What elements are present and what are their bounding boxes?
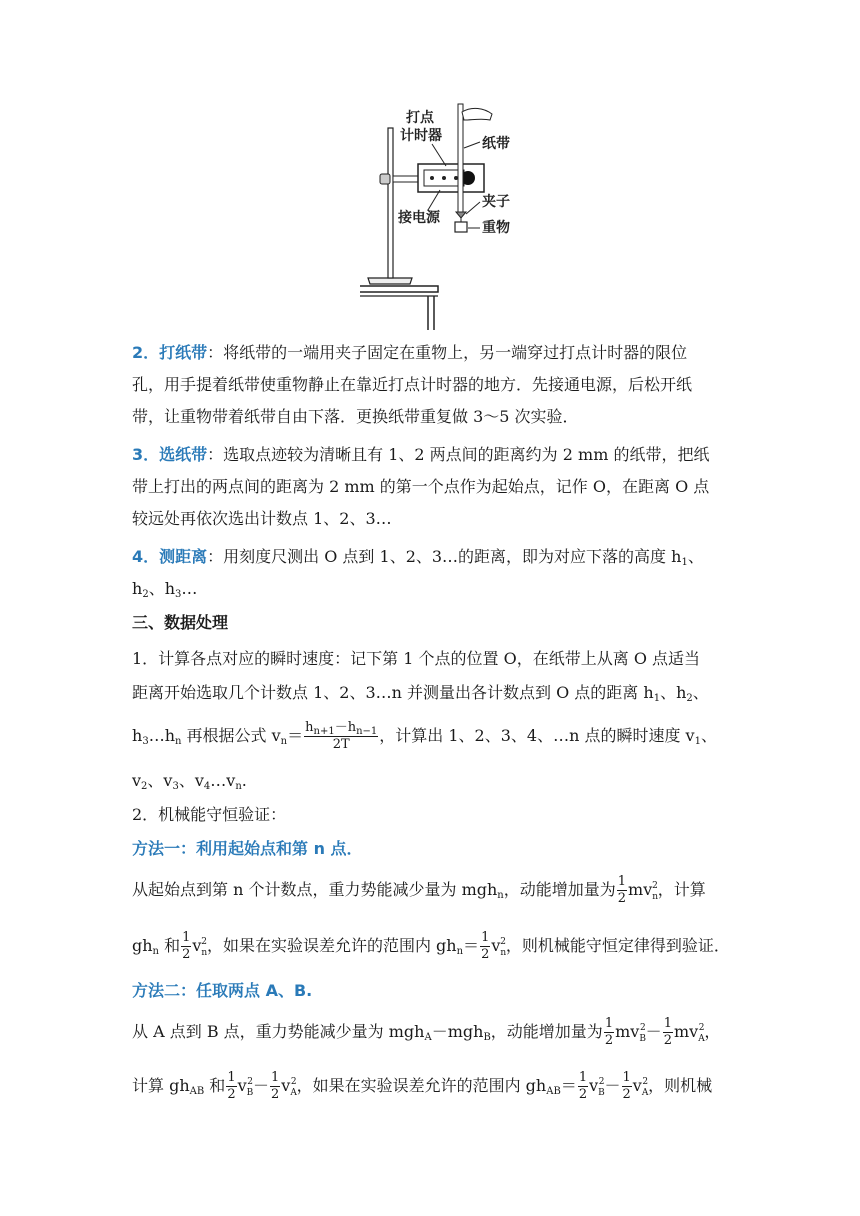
paper-tape [458,104,463,212]
velocity-formula-fraction [304,720,378,753]
label-timer-1: 打点 [406,110,434,126]
sup: 2 [642,1077,649,1087]
label-timer-2: 计时器 [400,128,442,144]
fraction [270,1070,280,1103]
text: 孔，用手提着纸带使重物静止在靠近打点计时器的地方．先接通电源，后松开纸 [132,375,693,394]
table-top [360,286,438,292]
p2-line1 [132,804,742,826]
p1-line2 [132,682,742,704]
text: 、v [178,771,204,790]
text: ：用刻度尺测出 O 点到 1、2、3…的距离，即为对应下落的高度 h [207,547,682,566]
text: gh [132,936,153,955]
sub: A [290,1088,297,1098]
clip [456,212,466,218]
text: h [132,579,143,598]
sub: 3 [142,736,149,747]
text: . [241,771,247,790]
sub: B [483,1032,491,1043]
fraction [663,1016,673,1049]
den: 2 [578,1087,588,1102]
step2-line2 [132,374,742,396]
fraction [617,874,627,907]
text: － [645,1022,662,1041]
method2-title: 方法二：任取两点 A、B. [132,981,313,1000]
num: 1 [481,930,490,945]
label-clip: 夹子 [482,194,510,210]
text: 从 A 点到 B 点，重力势能减少量为 mgh [132,1022,425,1041]
step3-heading: 3．选纸带 [132,445,208,464]
den: 2 [481,947,490,962]
num: 1 [227,1070,236,1085]
sup: 2 [500,937,506,947]
text: ＝ [287,726,304,745]
num: 1 [271,1070,280,1085]
sub: 3 [175,589,182,600]
fraction [604,1016,614,1049]
fraction [622,1070,632,1103]
sub: 4 [203,781,211,792]
num: 1 [622,1070,631,1085]
label-weight: 重物 [482,220,510,236]
m1-line1 [132,870,742,910]
method1-title: 方法一：利用起始点和第 n 点． [132,839,363,858]
text: v [237,1076,247,1095]
m2-line2 [132,1066,742,1106]
sup: 2 [639,1023,646,1033]
text: ，如果在实验误差允许的范围内 gh [296,1076,547,1095]
sup: 2 [290,1077,297,1087]
text: ，则机械 [648,1076,713,1095]
step4-line1 [132,546,742,568]
text: ＝ [560,1076,577,1095]
text: 、 [700,726,717,745]
stand-rod [388,128,393,278]
den: 2 [622,1087,631,1102]
den: 2T [332,737,350,752]
text: …v [210,771,236,790]
text: ， [704,1022,721,1041]
sub: 2 [142,589,149,600]
sup: 2 [698,1023,705,1033]
step2-line3 [132,406,742,428]
sub: n [500,948,507,958]
sub: 2 [141,781,148,792]
text: …h [148,726,175,745]
sub: 2 [686,693,693,704]
text: h [305,720,314,735]
sub: n−1 [356,726,378,737]
text: ，计算 [657,880,706,899]
sup: 2 [652,881,658,891]
text: v [132,771,142,790]
num: 1 [604,1016,614,1031]
text: h [132,726,143,745]
sub: B [639,1034,646,1044]
m1-line2 [132,926,742,966]
text: ，动能增加量为 [490,1022,603,1041]
weight [455,222,467,232]
sub: A [641,1088,649,1098]
text: 、h [148,579,175,598]
apparatus-figure [360,98,530,330]
text: v [192,936,202,955]
fraction [578,1070,588,1103]
text: ，则机械能守恒定律得到验证． [505,936,730,955]
text: 1．计算各点对应的瞬时速度：记下第 1 个点的位置 O，在纸带上从离 O 点适当 [132,649,701,668]
sub: AB [546,1086,561,1097]
num: 1 [578,1070,588,1085]
text: 从起始点到第 n 个计数点，重力势能减少量为 mgh [132,880,498,899]
step3-line1 [132,444,742,466]
sub: n [280,736,288,747]
sub: n [497,890,504,901]
den: 2 [227,1087,236,1102]
text: － [604,1076,621,1095]
sup: 2 [598,1077,605,1087]
text: mv [673,1022,699,1041]
text: 、 [687,547,704,566]
hand [462,108,492,120]
step3-text: ：选取点迹较为清晰且有 1、2 两点间的距离约为 2 mm 的纸带，把纸 [207,445,710,464]
text: 、v [147,771,173,790]
sup: 2 [247,1077,253,1087]
step3-line3 [132,508,742,530]
sub: 1 [694,736,701,747]
step2-text: ：将纸带的一端用夹子固定在重物上，另一端穿过打点计时器的限位 [207,343,688,362]
step2-heading: 2．打纸带 [132,343,208,362]
text: v [281,1076,291,1095]
sub: n [201,948,208,958]
text: 带上打出的两点间的距离为 2 mm 的第一个点作为起始点，记作 O，在距离 O 点 [132,477,710,496]
num: 1 [617,874,627,889]
m2-line1 [132,1012,742,1052]
text: 、h [660,683,687,702]
text: 计算 gh [132,1076,190,1095]
sub: n [456,946,464,957]
fraction [181,930,191,963]
step4-line2 [132,578,742,600]
step4-heading: 4．测距离 [132,547,208,566]
text: … [181,579,198,598]
den: 2 [271,1087,280,1102]
p1-line1 [132,648,742,670]
step3-line2 [132,476,742,498]
sub: n [235,781,242,792]
text: ，计算出 1、2、3、4、…n 点的瞬时速度 v [379,726,695,745]
text: 、 [692,683,709,702]
text: 和 [204,1076,226,1095]
text: ，动能增加量为 [503,880,616,899]
label-power: 接电源 [398,210,440,226]
p1-line4 [132,770,742,792]
sub: 1 [681,557,688,568]
stand-base [368,278,412,284]
text: v [589,1076,599,1095]
sub: n [175,736,182,747]
text: mv [615,1022,640,1041]
section3-title: 三、数据处理 [132,613,229,632]
p1-line3 [132,716,742,756]
text: － [253,1076,270,1095]
text: 带，让重物带着纸带自由下落．更换纸带重复做 3～5 次实验． [132,407,579,426]
fraction [226,1070,236,1103]
text: 和 [159,936,181,955]
text: 再根据公式 v [181,726,281,745]
sub: AB [189,1086,205,1097]
sub: B [598,1088,605,1098]
text: ＝ [463,936,480,955]
text: 2．机械能守恒验证： [132,805,287,824]
den: 2 [663,1033,672,1048]
text: ，如果在实验误差允许的范围内 gh [206,936,457,955]
text: v [632,1076,642,1095]
sub: A [424,1032,432,1043]
text: v [491,936,501,955]
sub: 3 [172,781,179,792]
den: 2 [617,891,627,906]
text: －mgh [431,1022,484,1041]
step2-line1 [132,342,742,364]
sup: 2 [201,937,207,947]
sub: n [152,946,159,957]
text: －h [334,720,357,735]
den: 2 [604,1033,614,1048]
text: 较远处再依次选出计数点 1、2、3… [132,509,392,528]
sub: n+1 [313,726,335,737]
sub: 1 [653,693,661,704]
text: mv [628,880,653,899]
num: 1 [663,1016,672,1031]
sub: A [698,1034,705,1044]
sub: n [652,892,659,902]
num: 1 [182,930,191,945]
text: 距离开始选取几个计数点 1、2、3…n 并测量出各计数点到 O 点的距离 h [132,683,654,702]
label-tape: 纸带 [482,136,510,152]
fraction [480,930,490,963]
den: 2 [182,947,191,962]
sub: B [246,1088,254,1098]
